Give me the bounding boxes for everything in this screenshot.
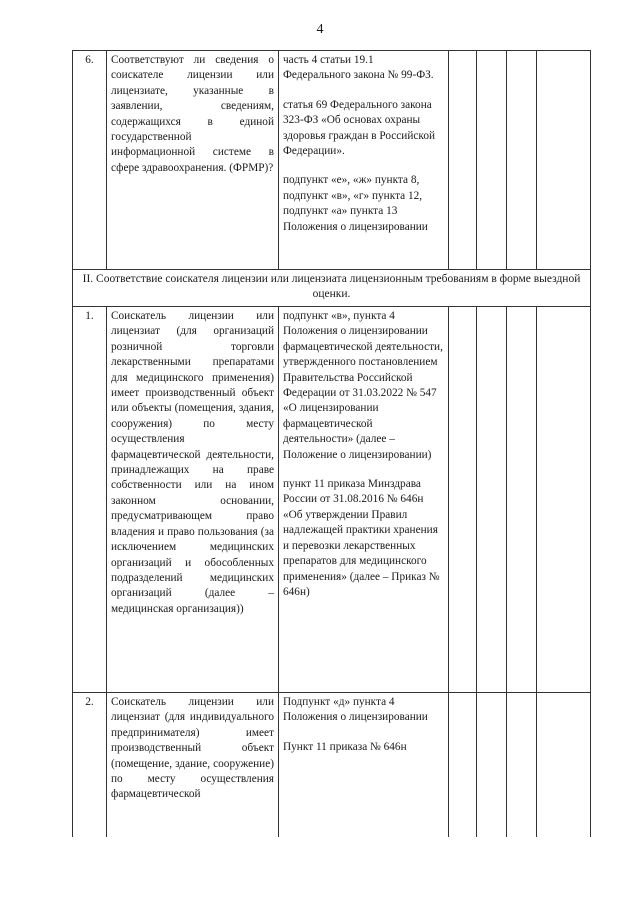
- requisite-paragraph: статья 69 Федерального закона 323-ФЗ «Об основах охраны здоровья граждан в Российской Федерации».: [283, 98, 436, 158]
- answer-yes-cell: [449, 693, 477, 838]
- requisite-paragraph: часть 4 статьи 19.1 Федерального закона № 99-ФЗ.: [283, 54, 434, 82]
- answer-na-cell: [507, 693, 537, 838]
- table-row: [73, 51, 591, 270]
- legal-requisites: [279, 693, 449, 838]
- answer-na-cell: [507, 307, 537, 693]
- table-row: [73, 307, 591, 693]
- table-row: [73, 693, 591, 838]
- check-question: Соискатель лицензии или лицензиат (для организаций розничной торговли лекарственными препаратами для медицинского применения) имеет производственный объект или объекты (помещения, здания, сооружения) по месту осуществления фармацевтической деятельности, принадлежащих на праве собственности или на ином законном основании, предусматривающем право владения и право пользования (за исключением медицинских организаций и обособленных подразделений медицинских организаций (далее – медицинская организация)): [107, 307, 279, 693]
- row-number: 1.: [73, 307, 107, 693]
- requisite-paragraph: подпункт «в», пункта 4 Положения о лицензировании фармацевтической деятельности, утвержденного постановлением Правительства Российской Федерации от 31.03.2022 № 547 «О лицензировании фармацевтической деятельности» (далее – Положение о лицензировании): [283, 310, 443, 461]
- legal-requisites: [279, 51, 449, 270]
- answer-no-cell: [477, 307, 507, 693]
- page-number: 4: [316, 22, 324, 37]
- answer-na-cell: [507, 51, 537, 270]
- section-header-row: [73, 270, 591, 307]
- requisite-paragraph: пункт 11 приказа Минздрава России от 31.08.2016 № 646н «Об утверждении Правил надлежащей практики хранения и перевозки лекарственных препаратов для медицинского применения» (далее – Приказ № 646н): [283, 478, 440, 598]
- answer-yes-cell: [449, 51, 477, 270]
- notes-cell: [537, 51, 591, 270]
- checklist-table: [72, 50, 591, 837]
- answer-yes-cell: [449, 307, 477, 693]
- notes-cell: [537, 693, 591, 838]
- answer-no-cell: [477, 51, 507, 270]
- section-title: II. Соответствие соискателя лицензии или лицензиата лицензионным требованиям в форме выездной оценки.: [73, 270, 591, 307]
- requisite-paragraph: подпункт «е», «ж» пункта 8, подпункт «в», «г» пункта 12, подпункт «а» пункта 13 Положения о лицензировании: [283, 174, 428, 233]
- check-question: Соискатель лицензии или лицензиат (для индивидуального предпринимателя) имеет производственный объект (помещение, здание, сооружение) по месту осуществления фармацевтической: [107, 693, 279, 838]
- check-question: Соответствуют ли сведения о соискателе лицензии или лицензиате, указанные в заявлении, сведениям, содержащихся в единой государственной информационной системе в сфере здравоохранения. (ФРМР)?: [107, 51, 279, 270]
- requisite-paragraph: Подпункт «д» пункта 4 Положения о лицензировании: [283, 696, 428, 724]
- row-number: 6.: [73, 51, 107, 270]
- requisite-paragraph: Пункт 11 приказа № 646н: [283, 740, 407, 753]
- notes-cell: [537, 307, 591, 693]
- answer-no-cell: [477, 693, 507, 838]
- row-number: 2.: [73, 693, 107, 838]
- legal-requisites: [279, 307, 449, 693]
